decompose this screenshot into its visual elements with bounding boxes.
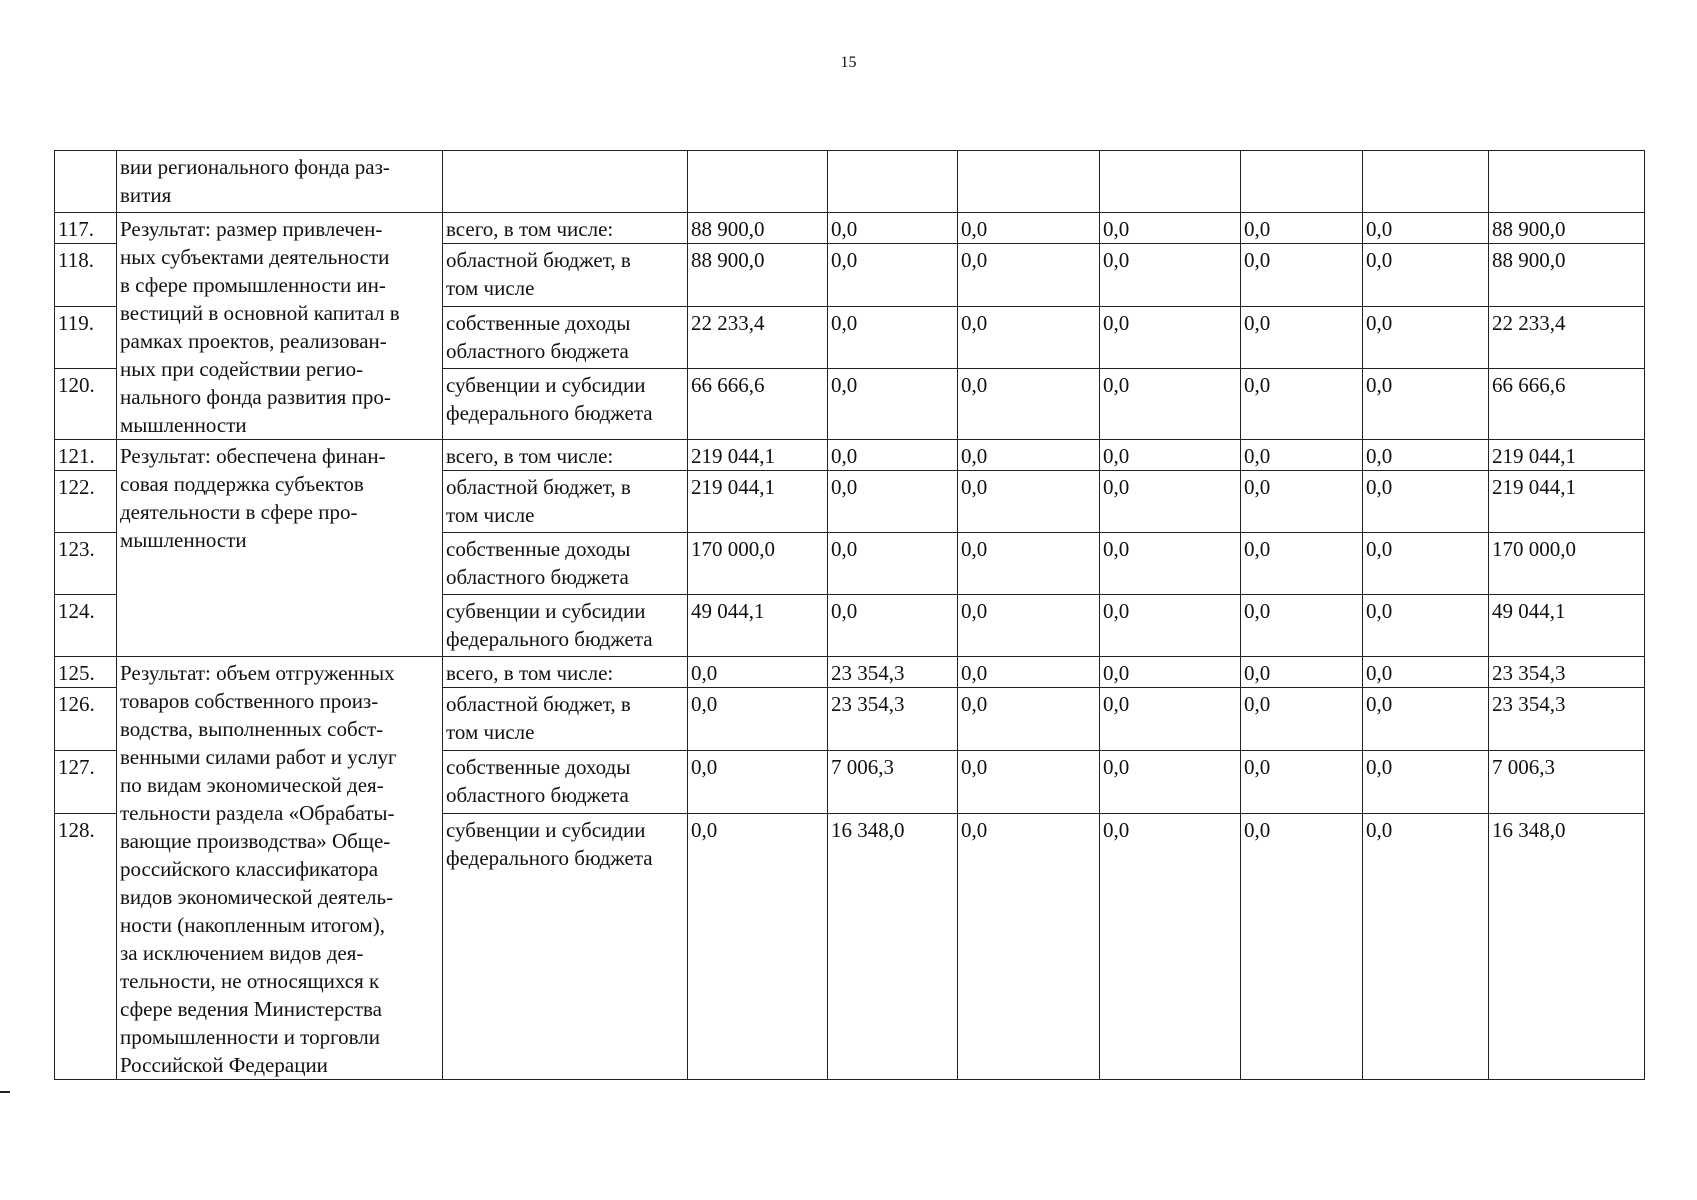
row-number: 125. <box>55 657 117 688</box>
amount-value: 0,0 <box>958 533 1100 595</box>
amount-value: 7 006,3 <box>828 751 958 814</box>
amount-value: 0,0 <box>688 751 828 814</box>
amount-value: 0,0 <box>958 657 1100 688</box>
result-description <box>117 213 443 440</box>
funding-source <box>443 244 688 307</box>
row-number: 126. <box>55 688 117 751</box>
amount-value: 88 900,0 <box>688 244 828 307</box>
funding-source-line: том числе <box>446 720 535 745</box>
amount-value: 0,0 <box>958 244 1100 307</box>
amount-value: 49 044,1 <box>688 595 828 657</box>
funding-source-line: всего, в том числе: <box>446 661 614 685</box>
amount-value: 0,0 <box>828 471 958 533</box>
total-value: 170 000,0 <box>1489 533 1645 595</box>
funding-source-line: федерального бюджета <box>446 846 653 871</box>
amount-value: 0,0 <box>828 533 958 595</box>
amount-value: 0,0 <box>958 306 1100 369</box>
value-cell <box>688 151 828 213</box>
amount-value: 0,0 <box>1100 369 1241 440</box>
amount-value: 66 666,6 <box>688 369 828 440</box>
description-line: мышленности <box>120 413 247 437</box>
total-value: 49 044,1 <box>1489 595 1645 657</box>
funding-source <box>443 213 688 244</box>
amount-value: 0,0 <box>1100 751 1241 814</box>
funding-source-line: собственные доходы <box>446 310 631 335</box>
amount-value: 0,0 <box>828 306 958 369</box>
funding-source-line: федерального бюджета <box>446 401 653 426</box>
amount-value: 22 233,4 <box>688 306 828 369</box>
amount-value: 16 348,0 <box>828 814 958 1080</box>
amount-value: 0,0 <box>958 440 1100 471</box>
description-line: вии регионального фонда раз- <box>120 155 390 179</box>
description-line: рамках проектов, реализован- <box>120 329 387 353</box>
description-line: тельности раздела «Обрабаты- <box>120 801 395 825</box>
amount-value: 0,0 <box>1363 814 1489 1080</box>
description-line: совая поддержка субъектов <box>120 472 364 496</box>
source-cell <box>443 151 688 213</box>
amount-value: 0,0 <box>1363 751 1489 814</box>
amount-value: 0,0 <box>1100 306 1241 369</box>
description-line: вающие производства» Обще- <box>120 829 391 853</box>
funding-source-line: областного бюджета <box>446 783 629 808</box>
funding-source <box>443 471 688 533</box>
total-value: 88 900,0 <box>1489 213 1645 244</box>
funding-source-line: собственные доходы <box>446 755 631 780</box>
description-line: Результат: размер привлечен- <box>120 217 383 241</box>
amount-value: 219 044,1 <box>688 440 828 471</box>
amount-value: 0,0 <box>1363 213 1489 244</box>
description-line: Российской Федерации <box>120 1053 328 1077</box>
amount-value: 0,0 <box>1241 533 1363 595</box>
total-value: 219 044,1 <box>1489 471 1645 533</box>
funding-source-line: всего, в том числе: <box>446 444 614 468</box>
description-line: водства, выполненных собст- <box>120 717 384 741</box>
amount-value: 23 354,3 <box>828 688 958 751</box>
row-number: 128. <box>55 814 117 1080</box>
amount-value: 0,0 <box>1100 471 1241 533</box>
row-number: 127. <box>55 751 117 814</box>
amount-value: 0,0 <box>958 751 1100 814</box>
amount-value: 0,0 <box>1363 369 1489 440</box>
result-description <box>117 440 443 657</box>
funding-source-line: субвенции и субсидии <box>446 818 646 843</box>
amount-value: 0,0 <box>1363 657 1489 688</box>
amount-value: 0,0 <box>828 369 958 440</box>
amount-value: 0,0 <box>1241 213 1363 244</box>
budget-table <box>54 150 1645 1080</box>
table-body <box>55 151 1645 1080</box>
amount-value: 0,0 <box>688 657 828 688</box>
funding-source-line: субвенции и субсидии <box>446 373 646 398</box>
value-cell <box>1363 151 1489 213</box>
amount-value: 0,0 <box>1100 440 1241 471</box>
description-line: вестиций в основной капитал в <box>120 301 400 325</box>
funding-source <box>443 751 688 814</box>
amount-value: 0,0 <box>958 814 1100 1080</box>
description-line: нального фонда развития про- <box>120 385 391 409</box>
row-number: 121. <box>55 440 117 471</box>
funding-source-line: собственные доходы <box>446 537 631 561</box>
amount-value: 0,0 <box>1241 306 1363 369</box>
amount-value: 0,0 <box>1241 751 1363 814</box>
amount-value: 0,0 <box>1100 533 1241 595</box>
amount-value: 0,0 <box>1100 814 1241 1080</box>
funding-source <box>443 814 688 1080</box>
amount-value: 0,0 <box>1241 369 1363 440</box>
amount-value: 0,0 <box>1363 471 1489 533</box>
amount-value: 0,0 <box>1241 814 1363 1080</box>
table-row <box>55 657 1645 688</box>
funding-source <box>443 440 688 471</box>
row-number: 120. <box>55 369 117 440</box>
amount-value: 0,0 <box>1363 244 1489 307</box>
description-line: ных при содействии регио- <box>120 357 364 381</box>
description-line: промышленности и торговли <box>120 1025 381 1049</box>
amount-value: 0,0 <box>958 595 1100 657</box>
amount-value: 0,0 <box>1241 471 1363 533</box>
amount-value: 0,0 <box>1100 688 1241 751</box>
amount-value: 0,0 <box>1241 440 1363 471</box>
total-value: 7 006,3 <box>1489 751 1645 814</box>
row-number: 123. <box>55 533 117 595</box>
amount-value: 0,0 <box>958 471 1100 533</box>
funding-source <box>443 657 688 688</box>
amount-value: 170 000,0 <box>688 533 828 595</box>
total-value: 23 354,3 <box>1489 688 1645 751</box>
amount-value: 0,0 <box>958 369 1100 440</box>
value-cell <box>1489 151 1645 213</box>
funding-source-line: областной бюджет, в <box>446 248 631 273</box>
table-row <box>55 213 1645 244</box>
amount-value: 0,0 <box>828 244 958 307</box>
funding-source-line: субвенции и субсидии <box>446 599 646 623</box>
total-value: 66 666,6 <box>1489 369 1645 440</box>
amount-value: 0,0 <box>1363 595 1489 657</box>
num-cell <box>55 151 117 213</box>
amount-value: 0,0 <box>1363 688 1489 751</box>
value-cell <box>828 151 958 213</box>
amount-value: 0,0 <box>1100 657 1241 688</box>
amount-value: 0,0 <box>1363 533 1489 595</box>
funding-source-line: том числе <box>446 503 535 527</box>
amount-value: 0,0 <box>1241 244 1363 307</box>
description-line: вития <box>120 183 172 207</box>
description-line: российского классификатора <box>120 857 379 881</box>
description-line: тельности, не относящихся к <box>120 969 380 993</box>
description-line: деятельности в сфере про- <box>120 500 358 524</box>
description-line: по видам экономической дея- <box>120 773 384 797</box>
total-value: 23 354,3 <box>1489 657 1645 688</box>
funding-source-line: областного бюджета <box>446 565 629 589</box>
amount-value: 88 900,0 <box>688 213 828 244</box>
funding-source <box>443 369 688 440</box>
description-line: Результат: объем отгруженных <box>120 661 395 685</box>
total-value: 219 044,1 <box>1489 440 1645 471</box>
amount-value: 0,0 <box>828 440 958 471</box>
amount-value: 0,0 <box>1100 213 1241 244</box>
value-cell <box>958 151 1100 213</box>
description-line: в сфере промышленности ин- <box>120 273 386 297</box>
description-line: венными силами работ и услуг <box>120 745 397 769</box>
funding-source <box>443 688 688 751</box>
row-number: 118. <box>55 244 117 307</box>
table-row <box>55 440 1645 471</box>
funding-source <box>443 533 688 595</box>
description-line: ности (накопленным итогом), <box>120 913 385 937</box>
amount-value: 0,0 <box>1241 595 1363 657</box>
amount-value: 0,0 <box>828 595 958 657</box>
funding-source-line: том числе <box>446 276 535 301</box>
amount-value: 219 044,1 <box>688 471 828 533</box>
row-number: 124. <box>55 595 117 657</box>
margin-mark <box>0 1091 10 1093</box>
amount-value: 0,0 <box>1241 657 1363 688</box>
description-line: ных субъектами деятельности <box>120 245 390 269</box>
value-cell <box>1100 151 1241 213</box>
amount-value: 0,0 <box>1363 306 1489 369</box>
page-number: 15 <box>840 54 857 71</box>
funding-source-line: всего, в том числе: <box>446 217 614 241</box>
total-value: 88 900,0 <box>1489 244 1645 307</box>
amount-value: 0,0 <box>828 213 958 244</box>
funding-source-line: областной бюджет, в <box>446 475 631 499</box>
funding-source-line: областного бюджета <box>446 338 629 363</box>
funding-source-line: федерального бюджета <box>446 627 653 651</box>
amount-value: 23 354,3 <box>828 657 958 688</box>
amount-value: 0,0 <box>1363 440 1489 471</box>
result-description <box>117 657 443 1080</box>
row-number: 122. <box>55 471 117 533</box>
amount-value: 0,0 <box>688 814 828 1080</box>
total-value: 16 348,0 <box>1489 814 1645 1080</box>
amount-value: 0,0 <box>1241 688 1363 751</box>
description-line: за исключением видов дея- <box>120 941 364 965</box>
amount-value: 0,0 <box>1100 595 1241 657</box>
amount-value: 0,0 <box>1100 244 1241 307</box>
amount-value: 0,0 <box>958 213 1100 244</box>
description-line: сфере ведения Министерства <box>120 997 382 1021</box>
description-line: Результат: обеспечена финан- <box>120 444 386 468</box>
description-line: видов экономической деятель- <box>120 885 394 909</box>
funding-source <box>443 595 688 657</box>
total-value: 22 233,4 <box>1489 306 1645 369</box>
description-line: товаров собственного произ- <box>120 689 379 713</box>
description-line: мышленности <box>120 528 247 552</box>
row-number: 117. <box>55 213 117 244</box>
funding-source-line: областной бюджет, в <box>446 692 631 717</box>
row-number: 119. <box>55 306 117 369</box>
continuation-row <box>55 151 1645 213</box>
value-cell <box>1241 151 1363 213</box>
description-cell <box>117 151 443 213</box>
amount-value: 0,0 <box>958 688 1100 751</box>
funding-source <box>443 306 688 369</box>
amount-value: 0,0 <box>688 688 828 751</box>
